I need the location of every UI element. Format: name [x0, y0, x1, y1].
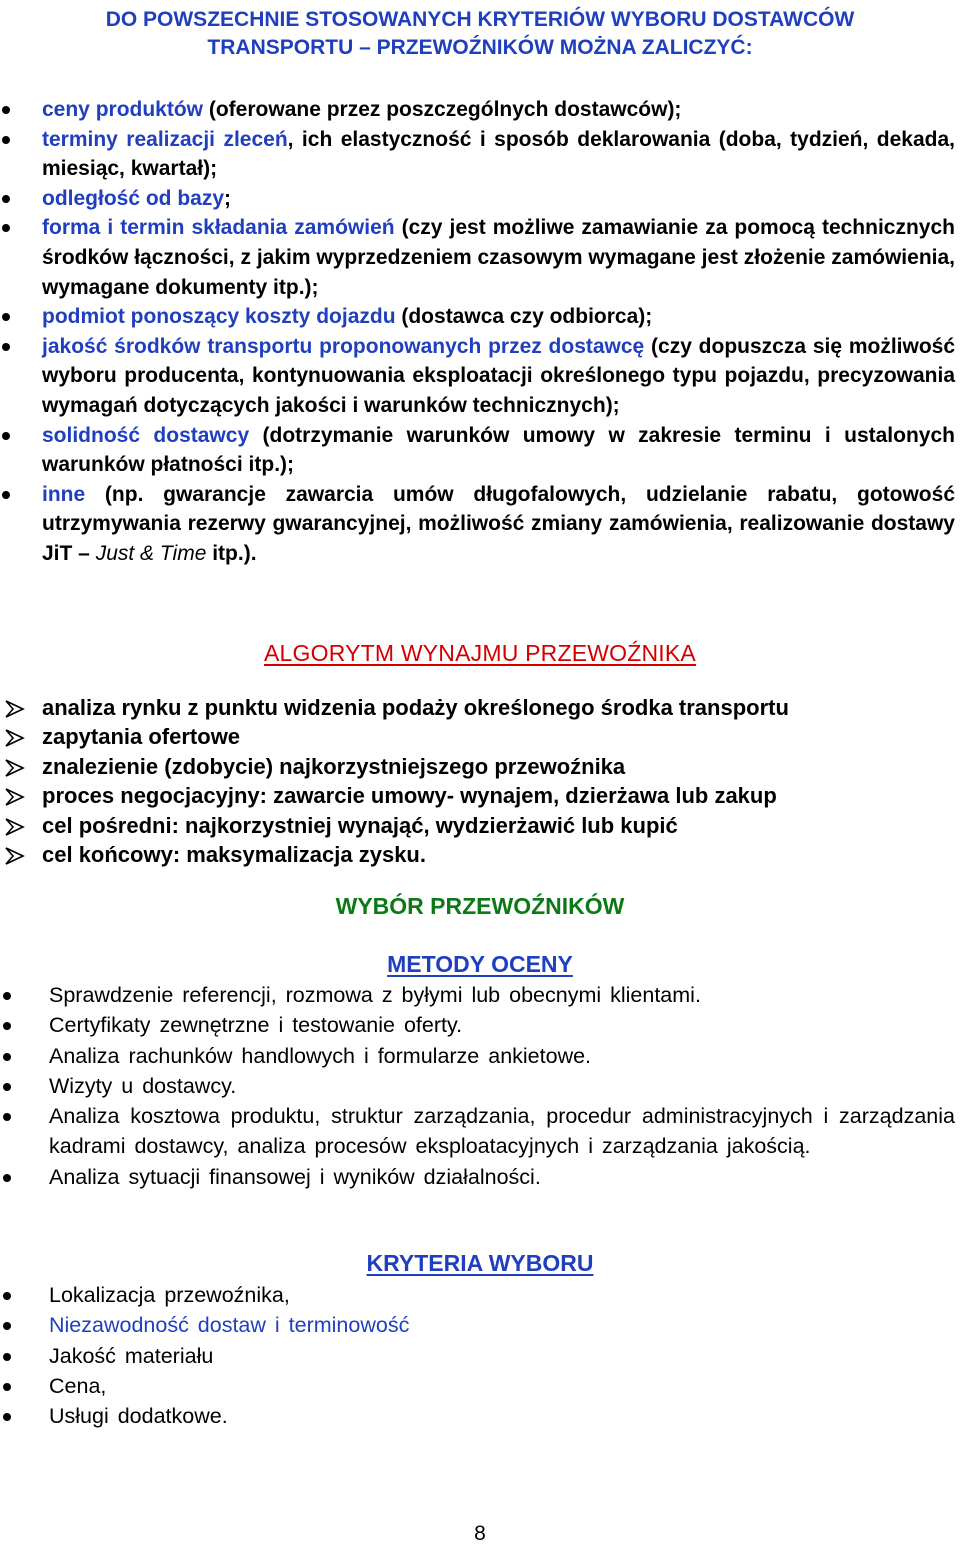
method-text: Certyfikaty zewnętrzne i testowanie oferty. — [49, 1013, 463, 1038]
algorithm-title: ALGORYTM WYNAJMU PRZEWOŹNIKA — [264, 640, 696, 666]
bullet-icon — [3, 1053, 11, 1061]
criteria-rest-post: itp.). — [206, 541, 257, 565]
method-text: Analiza rachunków handlowych i formularze ankietowe. — [49, 1043, 592, 1068]
bullet-icon — [3, 1322, 11, 1330]
page-number: 8 — [474, 1522, 486, 1545]
method-text: Sprawdzenie referencji, rozmowa z byłymi lub obecnymi klientami. — [49, 983, 701, 1007]
bullet-icon — [3, 992, 11, 1000]
list-item — [0, 184, 960, 214]
top-heading — [0, 6, 960, 62]
criteria-title: KRYTERIA WYBORU — [366, 1250, 594, 1276]
criteria-key: podmiot ponoszący koszty dojazdu — [42, 305, 396, 329]
algorithm-step: analiza rynku z punktu widzenia podaży określonego środka transportu — [42, 695, 789, 720]
criterion-text: Niezawodność dostaw i terminowość — [49, 1313, 410, 1338]
list-item — [0, 1101, 960, 1162]
list-item — [0, 1280, 960, 1310]
criteria-rest: (dotrzymanie warunków umowy w zakresie terminu i ustalonych warunków płatności itp.); — [42, 423, 955, 477]
criteria-key: solidność dostawcy — [42, 423, 250, 447]
list-item — [0, 1041, 960, 1071]
list-item — [0, 125, 960, 184]
list-item — [0, 421, 960, 480]
list-item — [0, 1071, 960, 1101]
list-item — [0, 1371, 960, 1401]
list-item — [0, 213, 960, 302]
bullet-icon — [3, 1353, 11, 1361]
criteria-rest: ; — [224, 186, 232, 210]
arrow-bullet-icon — [4, 844, 26, 864]
bullet-icon — [3, 1292, 11, 1300]
list-item — [0, 1310, 960, 1340]
algorithm-step: proces negocjacyjny: zawarcie umowy- wynajem, dzierżawa lub zakup — [42, 783, 777, 809]
list-item — [0, 840, 960, 869]
list-item — [0, 95, 960, 125]
list-item — [0, 1162, 960, 1192]
list-item — [0, 302, 960, 332]
bullet-icon — [2, 136, 10, 144]
algorithm-step: cel końcowy: maksymalizacja zysku. — [42, 842, 426, 868]
bullet-icon — [3, 1113, 11, 1121]
bullet-icon — [2, 432, 10, 440]
method-text: Analiza kosztowa produktu, struktur zarządzania, procedur administracyjnych i zarządzania kadrami dostawcy, analiza procesów eksploatacyjnych i zarządzania jakością. — [49, 1104, 955, 1159]
bullet-icon — [3, 1413, 11, 1421]
criteria-key: jakość środków transportu proponowanych przez dostawcę — [42, 334, 645, 358]
criterion-text: Cena, — [49, 1373, 107, 1398]
list-item — [0, 781, 960, 810]
list-item — [0, 980, 960, 1010]
methods-heading — [0, 951, 960, 978]
list-item — [0, 811, 960, 840]
criterion-text: Usługi dodatkowe. — [49, 1404, 228, 1429]
arrow-bullet-icon — [4, 697, 26, 717]
bullet-icon — [2, 343, 10, 351]
bullet-icon — [2, 195, 10, 203]
arrow-bullet-icon — [4, 785, 26, 805]
top-heading-line1: DO POWSZECHNIE STOSOWANYCH KRYTERIÓW WYBORU DOSTAWCÓW — [105, 8, 855, 31]
algorithm-heading — [0, 640, 960, 667]
criteria-rest: (czy dopuszcza się możliwość wyboru producenta, kontynuowania eksploatacji określonego typu pojazdu, precyzowania wymagań dotyczących jakości i warunków technicznych); — [42, 334, 956, 417]
list-item — [0, 1341, 960, 1371]
top-heading-line2: TRANSPORTU – PRZEWOŹNIKÓW MOŻNA ZALICZYĆ: — [207, 36, 753, 59]
bullet-icon — [3, 1083, 11, 1091]
criteria-list — [0, 95, 960, 569]
bullet-icon — [2, 224, 10, 232]
criteria-rest: , ich elastyczność i sposób deklarowania (doba, tydzień, dekada, miesiąc, kwartał); — [42, 127, 955, 181]
bullet-icon — [2, 313, 10, 321]
list-item — [0, 480, 960, 569]
criteria-rest: (oferowane przez poszczególnych dostawców); — [203, 98, 682, 121]
methods-title: METODY OCENY — [387, 951, 573, 977]
list-item — [0, 1010, 960, 1040]
arrow-bullet-icon — [4, 815, 26, 835]
arrow-bullet-icon — [4, 726, 26, 746]
method-text: Analiza sytuacji finansowej i wyników działalności. — [49, 1164, 541, 1189]
criteria-rest: (np. gwarancje zawarcia umów długofalowych, udzielanie rabatu, gotowość utrzymywania rezerwy gwarancyjnej, możliwość zmiany zamówienia, realizowanie dostawy JiT – — [42, 482, 955, 565]
criteria-key: odległość od bazy — [42, 186, 225, 210]
list-item — [0, 722, 960, 751]
methods-list — [0, 980, 960, 1192]
criteria-key: forma i termin składania zamówień — [42, 216, 395, 240]
criteria-key: inne — [42, 482, 86, 506]
algorithm-step: znalezienie (zdobycie) najkorzystniejszego przewoźnika — [42, 753, 626, 779]
selection-heading: WYBÓR PRZEWOŹNIKÓW — [335, 893, 625, 919]
algorithm-step: cel pośredni: najkorzystniej wynająć, wydzierżawić lub kupić — [42, 812, 678, 838]
criteria-italic: Just & Time — [95, 541, 207, 565]
algorithm-steps — [0, 693, 960, 869]
criteria-key: terminy realizacji zleceń — [42, 127, 288, 151]
bullet-icon — [3, 1174, 11, 1182]
bullet-icon — [3, 1022, 11, 1030]
criteria-heading — [0, 1250, 960, 1277]
algorithm-step: zapytania ofertowe — [42, 724, 241, 750]
list-item — [0, 752, 960, 781]
list-item — [0, 693, 960, 722]
list-item — [0, 332, 960, 421]
bullet-icon — [3, 1383, 11, 1391]
arrow-bullet-icon — [4, 756, 26, 776]
criteria-key: ceny produktów — [42, 98, 204, 121]
selection-criteria-list — [0, 1280, 960, 1431]
bullet-icon — [2, 491, 10, 499]
criterion-text: Jakość materiału — [49, 1343, 214, 1368]
bullet-icon — [2, 106, 10, 114]
method-text: Wizyty u dostawcy. — [49, 1073, 237, 1098]
criterion-text: Lokalizacja przewoźnika, — [49, 1283, 290, 1307]
list-item — [0, 1401, 960, 1431]
criteria-rest: (dostawca czy odbiorca); — [395, 305, 653, 329]
criteria-rest: (czy jest możliwe zamawianie za pomocą technicznych środków łączności, z jakim wyprzedzeniem czasowym wymagane jest złożenie zamówienia, wymagane dokumenty itp.); — [42, 216, 955, 299]
